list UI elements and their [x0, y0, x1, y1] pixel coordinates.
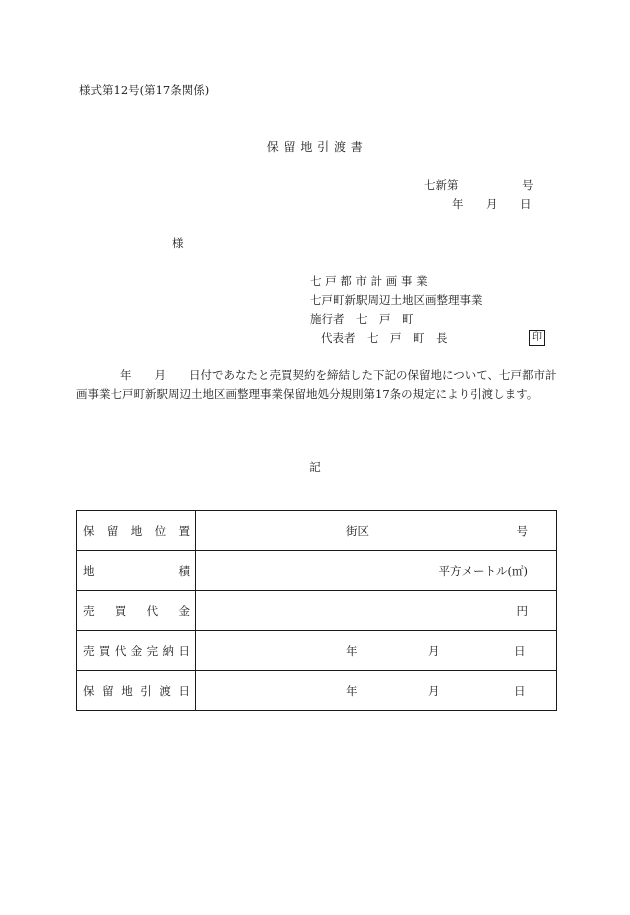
row-label-char: 売: [83, 603, 95, 618]
row-label-char: 地: [121, 683, 133, 698]
row-value-yen: 円: [516, 603, 528, 618]
row-label-char: 位: [154, 523, 167, 538]
body-paragraph: 年 月 日付であなたと売買契約を締結した下記の保留地について、七戸都市計画事業七戸町新駅周辺土地区画整理事業保留地処分規則第17条の規定により引渡します。: [76, 368, 557, 401]
table-row-payment-complete-date: [77, 631, 557, 671]
issue-date-year: 年: [452, 197, 464, 211]
row-value-block: 街区: [346, 523, 369, 538]
doc-number-prefix: 七新第: [424, 178, 459, 192]
issue-date-month: 月: [486, 197, 498, 211]
row-label-text: [77, 523, 195, 539]
row-label-char: 留: [106, 523, 119, 538]
row-label-char: 地: [130, 523, 143, 538]
row-label-char: 金: [178, 603, 190, 618]
row-label: [77, 511, 196, 551]
row-value: [196, 551, 557, 591]
row-label-char: 留: [102, 683, 114, 698]
details-table: [76, 510, 557, 711]
row-label-char: 完: [146, 643, 159, 658]
row-label-char: 金: [130, 643, 143, 658]
table-row-land-area: [77, 551, 557, 591]
row-label-char: 渡: [159, 683, 171, 698]
form-number: 様式第12号(第17条関係): [79, 83, 210, 97]
row-label-text: [77, 603, 195, 619]
issuer-area: 七戸町新駅周辺土地区画整理事業: [310, 293, 483, 307]
row-value-year: 年: [346, 683, 358, 698]
row-label-char: 代: [146, 603, 159, 618]
row-label: [77, 551, 196, 591]
table-row-handover-date: [77, 671, 557, 711]
row-label-char: 置: [178, 523, 190, 538]
row-value-month: 月: [428, 643, 440, 658]
row-value-lot: 号: [516, 523, 528, 538]
row-label-char: 納: [162, 643, 175, 658]
addressee-suffix: 様: [172, 236, 184, 250]
row-label-text: [77, 683, 195, 699]
table-row-sale-price: [77, 591, 557, 631]
row-value-day: 日: [514, 683, 526, 698]
row-value: [196, 591, 557, 631]
issue-date-day: 日: [520, 197, 532, 211]
row-label: [77, 631, 196, 671]
row-label: [77, 591, 196, 631]
row-value: [196, 631, 557, 671]
row-value-month: 月: [428, 683, 440, 698]
row-label-char: 日: [178, 643, 190, 658]
table-row-reserved-land-location: [77, 511, 557, 551]
row-label-char: 積: [178, 563, 190, 578]
seal-stamp-box: 印: [529, 330, 545, 346]
row-label-char: 買: [98, 643, 111, 658]
row-label-char: 売: [83, 643, 95, 658]
row-label-char: 日: [178, 683, 190, 698]
issuer-project: 七 戸 都 市 計 画 事 業: [310, 274, 428, 288]
row-label-char: 保: [83, 683, 95, 698]
issuer-representative: 代表者 七 戸 町 長: [321, 331, 448, 345]
doc-number-suffix: 号: [522, 178, 534, 192]
ki-heading: 記: [309, 460, 321, 474]
row-label-char: 保: [83, 523, 95, 538]
row-label: [77, 671, 196, 711]
row-value-area: 平方メートル(㎡): [438, 563, 528, 578]
row-label-text: [77, 643, 195, 659]
row-label-char: 引: [140, 683, 152, 698]
row-label-char: 代: [114, 643, 127, 658]
row-value-year: 年: [346, 643, 358, 658]
issuer-executor: 施行者 七 戸 町: [310, 312, 414, 326]
row-value: [196, 511, 557, 551]
row-value-day: 日: [514, 643, 526, 658]
row-label-char: 買: [114, 603, 127, 618]
row-label-text: [77, 563, 195, 579]
document-title: 保 留 地 引 渡 書: [266, 140, 364, 154]
row-label-char: 地: [83, 563, 95, 578]
row-value: [196, 671, 557, 711]
